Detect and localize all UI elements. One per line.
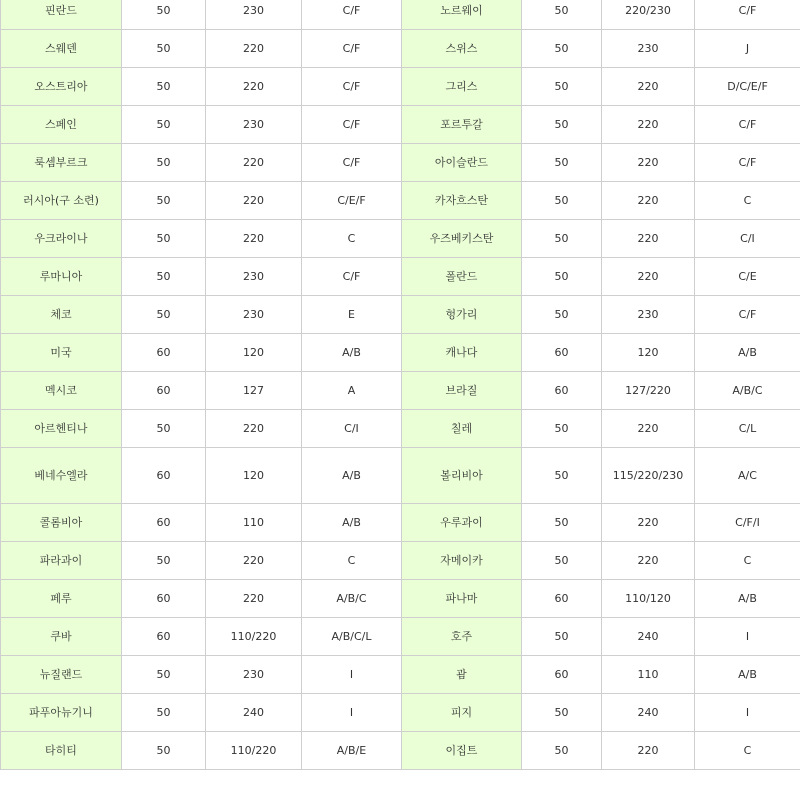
voltage-cell: 220 [602, 106, 695, 144]
frequency-cell: 50 [122, 182, 206, 220]
frequency-cell: 50 [522, 182, 602, 220]
plug-type-cell: A/B [695, 334, 800, 372]
voltage-cell: 220 [602, 182, 695, 220]
frequency-cell: 50 [522, 0, 602, 30]
country-cell: 멕시코 [1, 372, 122, 410]
frequency-cell: 60 [122, 372, 206, 410]
plug-type-cell: C [302, 220, 402, 258]
country-cell: 브라질 [402, 372, 522, 410]
country-cell: 피지 [402, 694, 522, 732]
plug-type-cell: C/I [302, 410, 402, 448]
voltage-cell: 220 [206, 542, 302, 580]
plug-type-cell: C/F [695, 0, 800, 30]
plug-type-cell: C [302, 542, 402, 580]
table-row [1, 144, 800, 182]
voltage-cell: 230 [206, 258, 302, 296]
voltage-cell: 220 [602, 542, 695, 580]
frequency-cell: 60 [522, 334, 602, 372]
frequency-cell: 50 [522, 618, 602, 656]
plug-type-cell: C [695, 542, 800, 580]
voltage-cell: 220 [206, 410, 302, 448]
country-cell: 폴란드 [402, 258, 522, 296]
frequency-cell: 50 [522, 106, 602, 144]
table-row [1, 618, 800, 656]
plug-type-cell: C/E [695, 258, 800, 296]
country-cell: 자메이카 [402, 542, 522, 580]
plug-type-cell: I [302, 694, 402, 732]
frequency-cell: 50 [522, 504, 602, 542]
plug-type-cell: I [302, 656, 402, 694]
plug-type-cell: C/F [302, 0, 402, 30]
country-cell: 카자흐스탄 [402, 182, 522, 220]
voltage-cell: 110 [602, 656, 695, 694]
country-cell: 스페인 [1, 106, 122, 144]
country-cell: 캐나다 [402, 334, 522, 372]
plug-type-cell: A/B/C [695, 372, 800, 410]
plug-type-cell: I [695, 618, 800, 656]
voltage-cell: 220 [206, 68, 302, 106]
table-row [1, 258, 800, 296]
plug-type-cell: C/F [695, 144, 800, 182]
frequency-cell: 50 [522, 258, 602, 296]
frequency-cell: 50 [122, 296, 206, 334]
table-row [1, 334, 800, 372]
country-cell: 우루과이 [402, 504, 522, 542]
table-row [1, 220, 800, 258]
frequency-cell: 50 [122, 30, 206, 68]
voltage-cell: 230 [602, 30, 695, 68]
frequency-cell: 50 [122, 68, 206, 106]
frequency-cell: 60 [122, 334, 206, 372]
plug-type-cell: C/L [695, 410, 800, 448]
plug-type-cell: A/B/C/L [302, 618, 402, 656]
country-cell: 헝가리 [402, 296, 522, 334]
plug-type-cell: D/C/E/F [695, 68, 800, 106]
table-row [1, 296, 800, 334]
table-row [1, 694, 800, 732]
frequency-cell: 60 [522, 580, 602, 618]
frequency-cell: 50 [522, 68, 602, 106]
country-cell: 그리스 [402, 68, 522, 106]
country-cell: 노르웨이 [402, 0, 522, 30]
country-cell: 러시아(구 소련) [1, 182, 122, 220]
plug-type-cell: C/F [695, 296, 800, 334]
plug-type-cell: A/C [695, 448, 800, 504]
country-cell: 핀란드 [1, 0, 122, 30]
country-cell: 파나마 [402, 580, 522, 618]
plug-type-cell: A/B [695, 656, 800, 694]
voltage-cell: 220 [602, 68, 695, 106]
country-cell: 괌 [402, 656, 522, 694]
plug-type-cell: J [695, 30, 800, 68]
voltage-cell: 220 [602, 258, 695, 296]
plug-type-cell: C [695, 182, 800, 220]
country-cell: 뉴질랜드 [1, 656, 122, 694]
country-cell: 콜롬비아 [1, 504, 122, 542]
voltage-cell: 230 [206, 106, 302, 144]
voltage-cell: 220 [602, 220, 695, 258]
table-row [1, 580, 800, 618]
plug-type-cell: A/B [302, 504, 402, 542]
frequency-cell: 60 [122, 580, 206, 618]
voltage-cell: 220 [602, 144, 695, 182]
country-cell: 아르헨티나 [1, 410, 122, 448]
table-row [1, 410, 800, 448]
country-cell: 포르투갈 [402, 106, 522, 144]
voltage-cell: 220 [602, 410, 695, 448]
frequency-cell: 50 [122, 144, 206, 182]
frequency-cell: 50 [522, 542, 602, 580]
table-row [1, 106, 800, 144]
frequency-cell: 50 [522, 144, 602, 182]
voltage-cell: 220 [206, 580, 302, 618]
country-cell: 룩셈부르크 [1, 144, 122, 182]
country-cell: 페루 [1, 580, 122, 618]
plug-type-cell: A/B/E [302, 732, 402, 770]
table-row [1, 732, 800, 770]
frequency-cell: 50 [122, 258, 206, 296]
voltage-cell: 127/220 [602, 372, 695, 410]
plug-type-cell: C/F [302, 258, 402, 296]
voltage-cell: 220 [206, 182, 302, 220]
voltage-cell: 120 [206, 448, 302, 504]
country-cell: 오스트리아 [1, 68, 122, 106]
plug-type-cell: E [302, 296, 402, 334]
voltage-cell: 230 [206, 296, 302, 334]
voltage-cell: 230 [206, 0, 302, 30]
voltage-cell: 220 [602, 504, 695, 542]
frequency-cell: 50 [522, 694, 602, 732]
country-cell: 루마니아 [1, 258, 122, 296]
voltage-cell: 240 [602, 618, 695, 656]
frequency-cell: 50 [122, 656, 206, 694]
country-cell: 체코 [1, 296, 122, 334]
plug-type-cell: C/F [695, 106, 800, 144]
voltage-cell: 127 [206, 372, 302, 410]
country-cell: 칠레 [402, 410, 522, 448]
frequency-cell: 50 [122, 410, 206, 448]
table-row [1, 542, 800, 580]
voltage-cell: 110/220 [206, 732, 302, 770]
plug-type-cell: A/B/C [302, 580, 402, 618]
plug-type-cell: A/B [302, 334, 402, 372]
plug-type-cell: C/F/I [695, 504, 800, 542]
table-row [1, 0, 800, 30]
voltage-cell: 220 [206, 30, 302, 68]
country-cell: 볼리비아 [402, 448, 522, 504]
country-cell: 타히티 [1, 732, 122, 770]
frequency-cell: 50 [122, 220, 206, 258]
frequency-cell: 50 [122, 694, 206, 732]
voltage-cell: 240 [206, 694, 302, 732]
plug-type-cell: C [695, 732, 800, 770]
voltage-cell: 120 [602, 334, 695, 372]
country-cell: 베네수엘라 [1, 448, 122, 504]
frequency-cell: 50 [522, 448, 602, 504]
frequency-cell: 50 [522, 732, 602, 770]
frequency-cell: 60 [122, 618, 206, 656]
voltage-cell: 220/230 [602, 0, 695, 30]
plug-type-cell: C/F [302, 68, 402, 106]
frequency-cell: 50 [522, 296, 602, 334]
voltage-cell: 120 [206, 334, 302, 372]
plug-type-cell: C/F [302, 144, 402, 182]
country-cell: 파라과이 [1, 542, 122, 580]
country-cell: 쿠바 [1, 618, 122, 656]
voltage-cell: 110/120 [602, 580, 695, 618]
voltage-table-body [1, 0, 800, 770]
plug-type-cell: C/F [302, 106, 402, 144]
voltage-cell: 220 [206, 220, 302, 258]
table-row [1, 68, 800, 106]
country-cell: 아이슬란드 [402, 144, 522, 182]
country-cell: 우즈베키스탄 [402, 220, 522, 258]
frequency-cell: 50 [122, 732, 206, 770]
voltage-cell: 230 [206, 656, 302, 694]
frequency-cell: 60 [122, 448, 206, 504]
table-row [1, 504, 800, 542]
plug-type-cell: A/B [302, 448, 402, 504]
frequency-cell: 50 [522, 220, 602, 258]
plug-type-cell: C/I [695, 220, 800, 258]
country-cell: 스위스 [402, 30, 522, 68]
country-cell: 우크라이나 [1, 220, 122, 258]
country-cell: 스웨덴 [1, 30, 122, 68]
country-cell: 미국 [1, 334, 122, 372]
table-row [1, 182, 800, 220]
country-cell: 호주 [402, 618, 522, 656]
voltage-cell: 220 [602, 732, 695, 770]
voltage-cell: 110/220 [206, 618, 302, 656]
table-row [1, 448, 800, 504]
table-row [1, 656, 800, 694]
frequency-cell: 60 [122, 504, 206, 542]
frequency-cell: 60 [522, 656, 602, 694]
country-cell: 파푸아뉴기니 [1, 694, 122, 732]
frequency-cell: 50 [122, 106, 206, 144]
plug-type-cell: A/B [695, 580, 800, 618]
frequency-cell: 50 [522, 30, 602, 68]
voltage-cell: 115/220/230 [602, 448, 695, 504]
frequency-cell: 50 [122, 0, 206, 30]
frequency-cell: 50 [522, 410, 602, 448]
voltage-cell: 240 [602, 694, 695, 732]
voltage-cell: 220 [206, 144, 302, 182]
table-row [1, 372, 800, 410]
plug-type-cell: I [695, 694, 800, 732]
table-row [1, 30, 800, 68]
voltage-cell: 110 [206, 504, 302, 542]
plug-type-cell: A [302, 372, 402, 410]
country-cell: 이집트 [402, 732, 522, 770]
plug-type-cell: C/E/F [302, 182, 402, 220]
frequency-cell: 60 [522, 372, 602, 410]
voltage-cell: 230 [602, 296, 695, 334]
frequency-cell: 50 [122, 542, 206, 580]
plug-type-cell: C/F [302, 30, 402, 68]
